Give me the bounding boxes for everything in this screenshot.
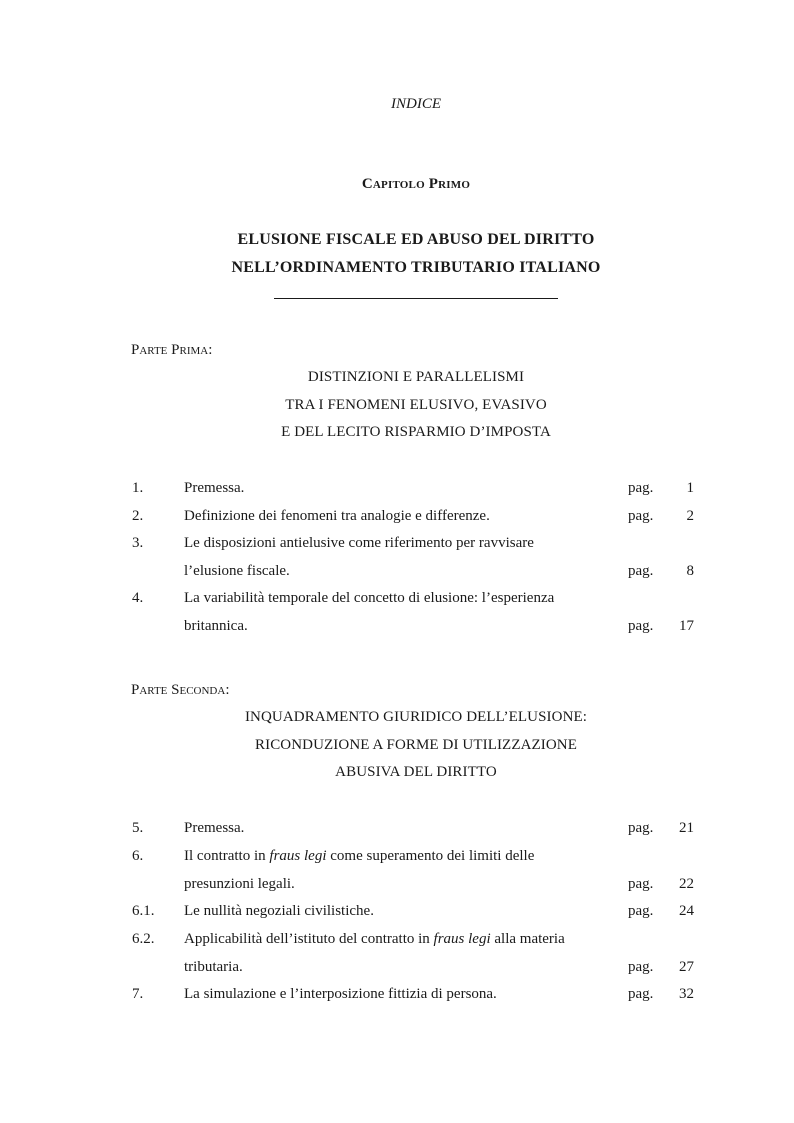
toc-entry-title-continuation[interactable]: l’elusione fiscale. <box>184 563 290 579</box>
toc-entry-pag-label: pag. <box>628 986 654 1002</box>
toc-entry-page-number[interactable]: 24 <box>679 903 694 919</box>
toc-entry-title[interactable]: La variabilità temporale del concetto di elusione: l’esperienza <box>184 590 555 606</box>
toc-entry-page-number[interactable]: 1 <box>686 480 694 496</box>
part-one-title-line-3: E DEL LECITO RISPARMIO D’IMPOSTA <box>281 424 551 440</box>
toc-entry-number: 4. <box>132 590 144 606</box>
part-two-title-line-2: RICONDUZIONE A FORME DI UTILIZZAZIONE <box>255 737 577 753</box>
toc-entry-number: 6. <box>132 848 144 864</box>
toc-entry-title[interactable]: Le disposizioni antielusive come riferimento per ravvisare <box>184 535 534 551</box>
italic-term: fraus legi <box>269 848 327 864</box>
toc-entry-pag-label: pag. <box>628 480 654 496</box>
toc-entry-pag-label: pag. <box>628 876 654 892</box>
toc-entry-page-number[interactable]: 2 <box>686 508 694 524</box>
part-one-label: Parte Prima: <box>131 342 213 358</box>
toc-entry-number: 6.1. <box>132 903 155 919</box>
chapter-title-line-2: NELL’ORDINAMENTO TRIBUTARIO ITALIANO <box>231 259 601 276</box>
index-title: INDICE <box>391 96 441 112</box>
toc-entry-title-continuation[interactable]: presunzioni legali. <box>184 876 295 892</box>
toc-entry-pag-label: pag. <box>628 508 654 524</box>
toc-entry-page-number[interactable]: 8 <box>686 563 694 579</box>
toc-entry-title-continuation[interactable]: britannica. <box>184 618 248 634</box>
toc-entry-number: 6.2. <box>132 931 155 947</box>
toc-entry-pag-label: pag. <box>628 618 654 634</box>
chapter-label: Capitolo Primo <box>361 176 471 192</box>
toc-entry-title-continuation[interactable]: tributaria. <box>184 959 243 975</box>
italic-term: fraus legi <box>433 931 491 947</box>
toc-entry-page-number[interactable]: 22 <box>679 876 694 892</box>
chapter-title-line-1: ELUSIONE FISCALE ED ABUSO DEL DIRITTO <box>237 231 595 248</box>
toc-entry-title[interactable]: Premessa. <box>184 820 245 836</box>
toc-entry-page-number[interactable]: 21 <box>679 820 694 836</box>
toc-entry-pag-label: pag. <box>628 820 654 836</box>
part-two-label: Parte Seconda: <box>131 682 230 698</box>
toc-entry-number: 1. <box>132 480 144 496</box>
part-two-title-line-1: INQUADRAMENTO GIURIDICO DELL’ELUSIONE: <box>244 709 588 725</box>
toc-entry-pag-label: pag. <box>628 959 654 975</box>
toc-entry-title[interactable]: Il contratto in fraus legi come superamento dei limiti delle <box>184 848 535 864</box>
toc-entry-title[interactable]: Applicabilità dell’istituto del contratto in fraus legi alla materia <box>184 931 565 947</box>
toc-entry-page-number[interactable]: 27 <box>679 959 694 975</box>
title-divider <box>274 298 558 299</box>
part-one-title-line-2: TRA I FENOMENI ELUSIVO, EVASIVO <box>285 397 547 413</box>
toc-entry-number: 3. <box>132 535 144 551</box>
toc-entry-pag-label: pag. <box>628 563 654 579</box>
toc-entry-title[interactable]: Definizione dei fenomeni tra analogie e differenze. <box>184 508 490 524</box>
part-one-title-line-1: DISTINZIONI E PARALLELISMI <box>307 369 525 385</box>
toc-entry-number: 2. <box>132 508 144 524</box>
toc-entry-title[interactable]: La simulazione e l’interposizione fittizia di persona. <box>184 986 497 1002</box>
toc-entry-pag-label: pag. <box>628 903 654 919</box>
toc-entry-number: 7. <box>132 986 144 1002</box>
toc-entry-number: 5. <box>132 820 144 836</box>
toc-entry-page-number[interactable]: 32 <box>679 986 694 1002</box>
toc-entry-title[interactable]: Premessa. <box>184 480 245 496</box>
part-two-title-line-3: ABUSIVA DEL DIRITTO <box>335 764 497 780</box>
toc-entry-page-number[interactable]: 17 <box>679 618 694 634</box>
toc-entry-title[interactable]: Le nullità negoziali civilistiche. <box>184 903 374 919</box>
